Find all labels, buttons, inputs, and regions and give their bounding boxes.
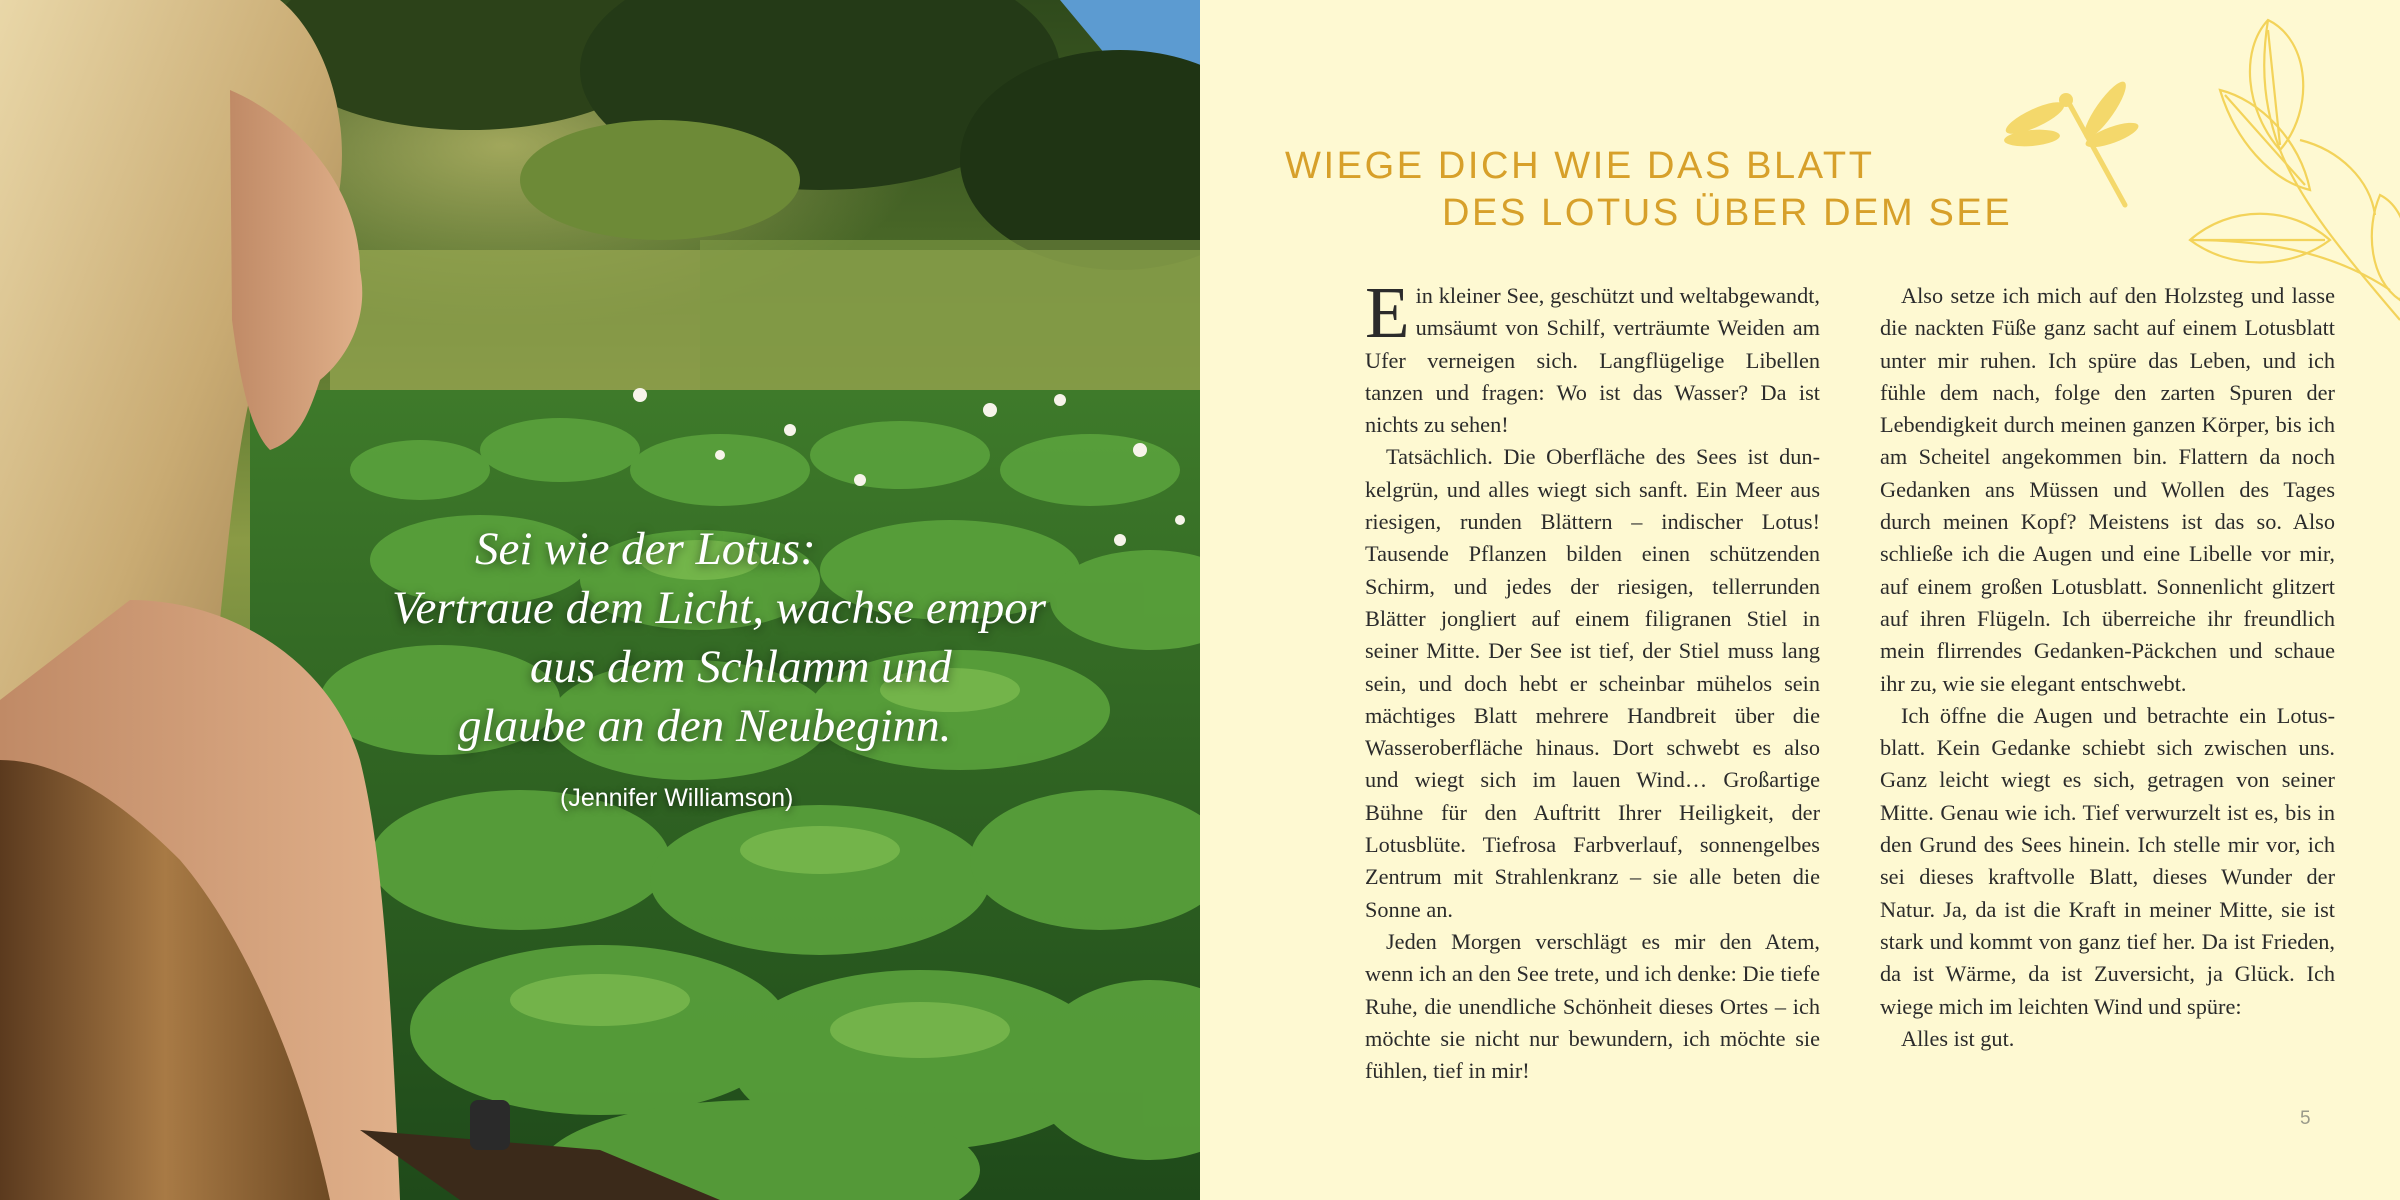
quote-line-3: aus dem Schlamm und [530, 641, 952, 693]
lotus-quote [330, 520, 1150, 756]
dragonfly-icon [2002, 77, 2141, 205]
paragraph: Jeden Morgen verschlägt es mir den Atem, wenn ich an den See trete, und ich denke: Die tiefe Ruhe, die unendliche Schönheit dieses Ortes – ich möchte sie nicht nur bewundern, ich möchte sie fühlen, tief in mir! [1365, 928, 1820, 1084]
quote-author: (Jennifer Williamson) [560, 784, 794, 812]
quote-line-2: Vertraue dem Licht, wachse empor [392, 582, 1046, 634]
paragraph-text: in kleiner See, geschützt und weltabgewandt, umsäumt von Schilf, verträumte Weiden am Ufer verneigen sich. Langflügelige Libellen tanzen und fragen: Wo ist das Wasser? Da ist nichts zu sehen! [1365, 283, 1820, 438]
chapter-heading [1285, 143, 2012, 237]
heading-line-2: DES LOTUS ÜBER DEM SEE [1442, 192, 2013, 234]
text-page [1200, 0, 2400, 1200]
page-number: 5 [2300, 1108, 2311, 1129]
quote-line-1: Sei wie der Lotus: [475, 523, 816, 575]
paragraph: Also setze ich mich auf den Holzsteg und lasse die nackten Füße ganz sacht auf einem Lotusblatt unter mir ruhen. Ich spüre das Leben, und ich fühle dem nach, folge den zarten Spuren der Lebendigkeit durch meinen ganzen Körper, bis ich am Scheitel angekommen bin. Flattern da noch Gedanken ans Müssen und Wollen des Tages durch meinen Kopf? Meistens ist das so. Also schließe ich die Augen und eine Libelle vor mir, auf einem großen Lotusblatt. Sonnenlicht glitzert auf ihren Flügeln. Ich überreiche ihr freundlich mein flirrendes Gedanken-Päckchen und schaue ihr zu, wie sie elegant entschwebt. [1880, 283, 2335, 696]
paragraph: Tatsächlich. Die Oberfläche des Sees ist dunkelgrün, und alles wiegt sich sanft. Ein Meer aus riesigen, runden Blättern – indischer Lotus! Tausende Pflanzen bilden einen schützenden Schirm, und jedes der riesigen, tellerrunden Blätter jongliert auf einem filigranen Stiel in seiner Mitte. Der See ist tief, der Stiel muss lang sein, und doch hebt er scheinbar mühelos sein mächtiges Blatt mehrere Handbreit über die Wasseroberfläche hinaus. Dort schwebt es also und wiegt sich im lauen Wind… Großartige Bühne für den Auftritt Ihrer Heiligkeit, der Lotusblüte. Tiefrosa Farbverlauf, sonnengelbes Zentrum mit Strahlenkranz – sie alle beten die Sonne an. [1365, 444, 1820, 922]
paragraph: Ich öffne die Augen und betrachte ein Lotusblatt. Kein Gedanke schiebt sich zwischen uns. Ganz leicht wiegt es sich, getragen von seiner Mitte. Genau wie ich. Tief verwurzelt ist es, bis in den Grund des Sees hinein. Ich stelle mir vor, ich sei dieses kraftvolle Blatt, dieses Wunder der Natur. Ja, da ist die Kraft in meiner Mitte, sie ist stark und kommt von ganz tief her. Da ist Frieden, da ist Wärme, da ist Zuversicht, ja Glück. Ich wiege mich im leichten Wind und spüre: [1880, 702, 2335, 1019]
paragraph [1365, 272, 1820, 441]
heading-line-1: WIEGE DICH WIE DAS BLATT [1285, 145, 1875, 187]
drop-cap: E [1365, 272, 1410, 353]
text-column-right [1880, 280, 2335, 1055]
quote-line-4: glaube an den Neubeginn. [458, 700, 952, 752]
paragraph: Alles ist gut. [1901, 1025, 2015, 1051]
text-column-left [1365, 272, 1820, 1087]
